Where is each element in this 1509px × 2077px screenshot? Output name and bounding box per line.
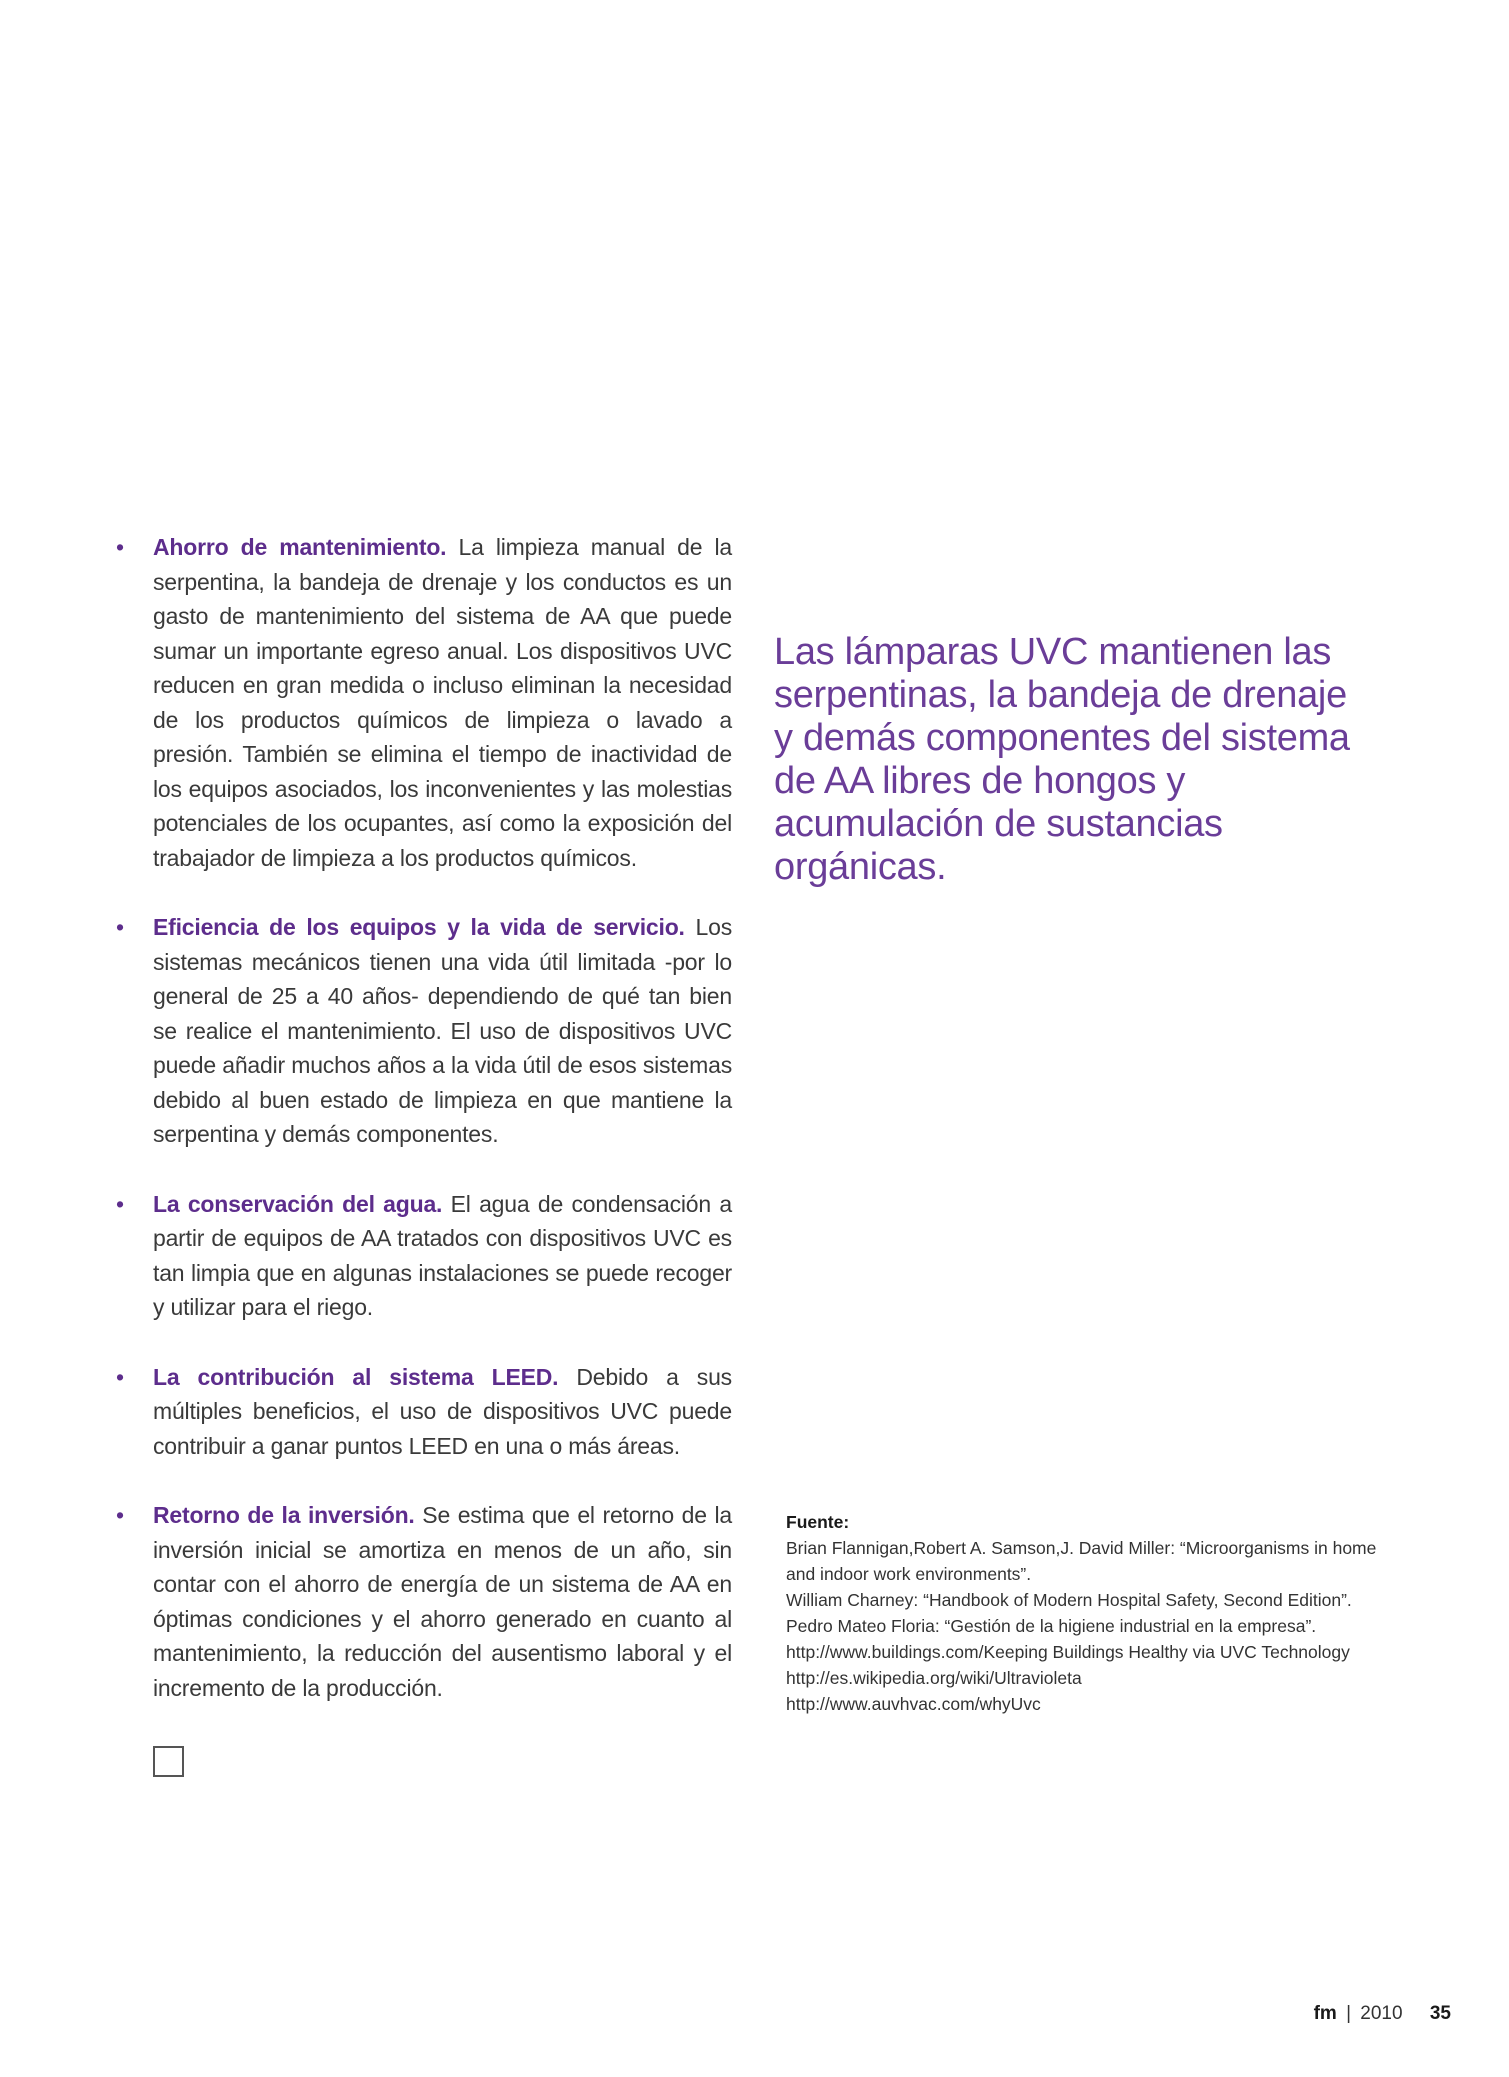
bullet-text: Los sistemas mecánicos tienen una vida útil limitada -por lo general de 25 a 40 años- dependiendo de qué tan bien se realice el mantenimiento. El uso de dispositivos UVC puede añadir muchos años a la vida útil de esos sistemas debido al buen estado de limpieza en que mantiene la serpentina y demás componentes.	[153, 914, 732, 1147]
source-line: Brian Flannigan,Robert A. Samson,J. David Miller: “Microorganisms in home and indoor work environments”.	[786, 1538, 1377, 1584]
bullet-title: La contribución al sistema LEED.	[153, 1363, 559, 1390]
bullet-title: Retorno de la inversión.	[153, 1502, 415, 1528]
footer-year: 2010	[1360, 2003, 1403, 2024]
bullet-text: La limpieza manual de la serpentina, la bandeja de drenaje y los conductos es un gasto de mantenimiento del sistema de AA que puede sumar un importante egreso anual. Los dispositivos UVC reducen en gran medida o incluso eliminan la necesidad de los productos químicos de limpieza o lavado a presión. También se elimina el tiempo de inactividad de los equipos asociados, los inconvenientes y las molestias potenciales de los ocupantes, así como la exposición del trabajador de limpieza a los productos químicos.	[153, 534, 732, 871]
bullet-item-efficiency	[116, 910, 732, 1152]
bullet-title: La conservación del agua.	[153, 1190, 443, 1217]
bullet-title: Ahorro de mantenimiento.	[153, 534, 447, 560]
source-line: http://www.buildings.com/Keeping Buildings Healthy via UVC Technology	[786, 1642, 1350, 1662]
pullquote: Las lámparas UVC mantienen las serpentinas, la bandeja de drenaje y demás componentes del sistema de AA libres de hongos y acumulación de sustancias orgánicas.	[774, 631, 1350, 888]
footer-brand: fm	[1313, 2003, 1337, 2024]
bullet-text: Se estima que el retorno de la inversión inicial se amortiza en menos de un año, sin contar con el ahorro de energía de un sistema de AA en óptimas condiciones y el ahorro generado en cuanto al mantenimiento, la reducción del ausentismo laboral y el incremento de la producción.	[153, 1502, 732, 1701]
bullet-text: Debido a sus múltiples beneficios, el uso de dispositivos UVC puede contribuir a ganar puntos LEED en una o más áreas.	[153, 1363, 732, 1459]
end-of-article-square-icon	[153, 1746, 184, 1777]
bullet-dot-icon: •	[116, 534, 124, 560]
source-line: http://es.wikipedia.org/wiki/Ultravioleta	[786, 1668, 1082, 1688]
bullet-text: El agua de condensación a partir de equipos de AA tratados con dispositivos UVC es tan limpia que en algunas instalaciones se puede recoger y utilizar para el riego.	[153, 1190, 732, 1320]
sources-heading: Fuente:	[786, 1512, 850, 1532]
bullet-item-maintenance	[116, 530, 732, 875]
bullet-item-roi	[116, 1498, 732, 1705]
source-line: William Charney: “Handbook of Modern Hospital Safety, Second Edition”.	[786, 1590, 1352, 1610]
bullet-dot-icon: •	[116, 914, 124, 940]
bullet-item-water	[116, 1187, 732, 1325]
footer-separator: |	[1346, 2003, 1352, 2024]
source-line: Pedro Mateo Floria: “Gestión de la higiene industrial en la empresa”.	[786, 1616, 1317, 1636]
source-line: http://www.auvhvac.com/whyUvc	[786, 1694, 1041, 1714]
benefits-list	[116, 530, 732, 1740]
page-number: 35	[1429, 2003, 1451, 2024]
bullet-item-leed	[116, 1360, 732, 1464]
page-footer	[1314, 2003, 1451, 2025]
bullet-title: Eficiencia de los equipos y la vida de servicio.	[153, 914, 685, 940]
sources-block	[786, 1509, 1406, 1717]
bullet-dot-icon: •	[116, 1190, 124, 1217]
bullet-dot-icon: •	[116, 1363, 124, 1390]
bullet-dot-icon: •	[116, 1502, 124, 1528]
